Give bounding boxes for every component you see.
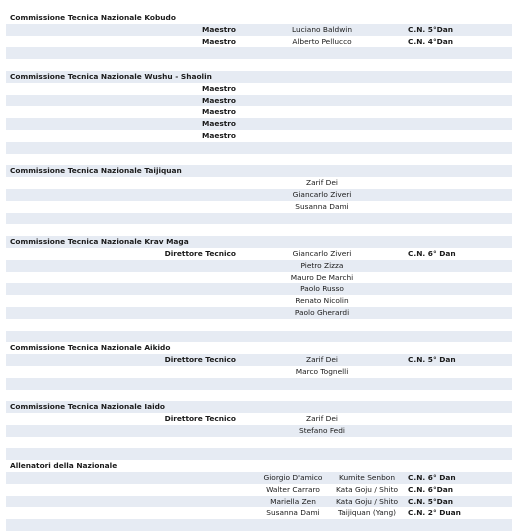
section-title-row: [6, 236, 512, 248]
section-title: Allenatori della Nazionale: [10, 461, 118, 471]
member-row: [6, 36, 512, 48]
section-title: Commissione Tecnica Nazionale Taijiquan: [10, 166, 182, 176]
spacer-row: [6, 224, 512, 236]
member-role: Maestro: [201, 83, 236, 93]
member-grade: C.N. 5° Dan: [408, 355, 456, 365]
member-role: Maestro: [201, 24, 236, 34]
member-name: Renato Nicolin: [295, 296, 349, 306]
member-grade: C.N. 6° Dan: [408, 473, 456, 483]
member-row: [6, 201, 512, 213]
spacer-row: [6, 319, 512, 331]
coach-name: Mariella Zen: [270, 496, 316, 506]
member-role: Maestro: [201, 130, 236, 140]
member-row: [6, 366, 512, 378]
member-row: [6, 106, 512, 118]
member-name: Pietro Zizza: [300, 260, 344, 270]
spacer-row: [6, 47, 512, 59]
spacer-row: [6, 519, 512, 531]
member-row: [6, 295, 512, 307]
spacer-row: [6, 142, 512, 154]
section-title-row: [6, 71, 512, 83]
section-title-row: [6, 12, 512, 24]
spreadsheet: [6, 12, 512, 531]
member-name: Giancarlo Ziveri: [292, 248, 352, 258]
member-name: Zarif Dei: [306, 414, 338, 424]
member-name: Marco Tognelli: [295, 366, 349, 376]
member-row: [6, 425, 512, 437]
coach-discipline: Kata Goju / Shito: [335, 484, 399, 494]
member-grade: C.N. 4°Dan: [408, 36, 454, 46]
member-row: [6, 472, 512, 484]
coach-name: Giorgio D'amico: [263, 473, 323, 483]
section-title: Commissione Tecnica Nazionale Iaido: [10, 402, 165, 412]
section-title-row: [6, 165, 512, 177]
section-title-row: [6, 401, 512, 413]
member-name: Alberto Pellucco: [292, 36, 352, 46]
spacer-row: [6, 59, 512, 71]
member-grade: C.N. 6° Dan: [408, 248, 456, 258]
member-name: Zarif Dei: [306, 178, 338, 188]
section-title: Commissione Tecnica Nazionale Aikido: [10, 343, 171, 353]
member-row: [6, 413, 512, 425]
member-role: Maestro: [201, 36, 236, 46]
member-grade: C.N. 5°Dan: [408, 24, 454, 34]
member-grade: C.N. 2° Duan: [408, 508, 461, 518]
member-row: [6, 95, 512, 107]
member-row: [6, 354, 512, 366]
member-row: [6, 177, 512, 189]
member-row: [6, 248, 512, 260]
member-grade: C.N. 5°Dan: [408, 496, 454, 506]
member-row: [6, 118, 512, 130]
member-name: Zarif Dei: [306, 355, 338, 365]
coach-discipline: Taijiquan (Yang): [337, 508, 397, 518]
spacer-row: [6, 154, 512, 166]
member-grade: C.N. 6°Dan: [408, 484, 454, 494]
member-role: Maestro: [201, 95, 236, 105]
section-title: Commissione Tecnica Nazionale Kobudo: [10, 13, 176, 22]
member-row: [6, 189, 512, 201]
member-row: [6, 260, 512, 272]
member-role: Maestro: [201, 107, 236, 117]
section-title-row: [6, 460, 512, 472]
section-title: Commissione Tecnica Nazionale Wushu - Shaolin: [10, 71, 212, 81]
coach-name: Walter Carraro: [266, 484, 320, 494]
member-name: Luciano Baldwin: [292, 24, 352, 34]
member-role: Direttore Tecnico: [164, 414, 236, 424]
coach-name: Susanna Dami: [266, 508, 320, 518]
member-row: [6, 130, 512, 142]
member-role: Direttore Tecnico: [164, 355, 236, 365]
section-title: Commissione Tecnica Nazionale Krav Maga: [10, 237, 189, 247]
member-name: Giancarlo Ziveri: [292, 189, 352, 199]
member-row: [6, 272, 512, 284]
member-row: [6, 283, 512, 295]
member-row: [6, 24, 512, 36]
member-row: [6, 307, 512, 319]
spacer-row: [6, 378, 512, 390]
member-row: [6, 496, 512, 508]
member-row: [6, 484, 512, 496]
member-name: Mauro De Marchi: [290, 272, 354, 282]
member-name: Paolo Russo: [300, 284, 344, 294]
member-name: Susanna Dami: [295, 201, 349, 211]
member-row: [6, 507, 512, 519]
spacer-row: [6, 437, 512, 449]
member-name: Stefano Fedi: [299, 425, 345, 435]
member-role: Direttore Tecnico: [164, 248, 236, 258]
spacer-row: [6, 390, 512, 402]
member-name: Paolo Gherardi: [294, 307, 350, 317]
section-title-row: [6, 342, 512, 354]
member-role: Maestro: [201, 119, 236, 129]
member-row: [6, 83, 512, 95]
coach-discipline: Kata Goju / Shito: [335, 496, 399, 506]
spacer-row: [6, 331, 512, 343]
coach-discipline: Kumite Senbon: [338, 473, 396, 483]
spacer-row: [6, 213, 512, 225]
spacer-row: [6, 448, 512, 460]
